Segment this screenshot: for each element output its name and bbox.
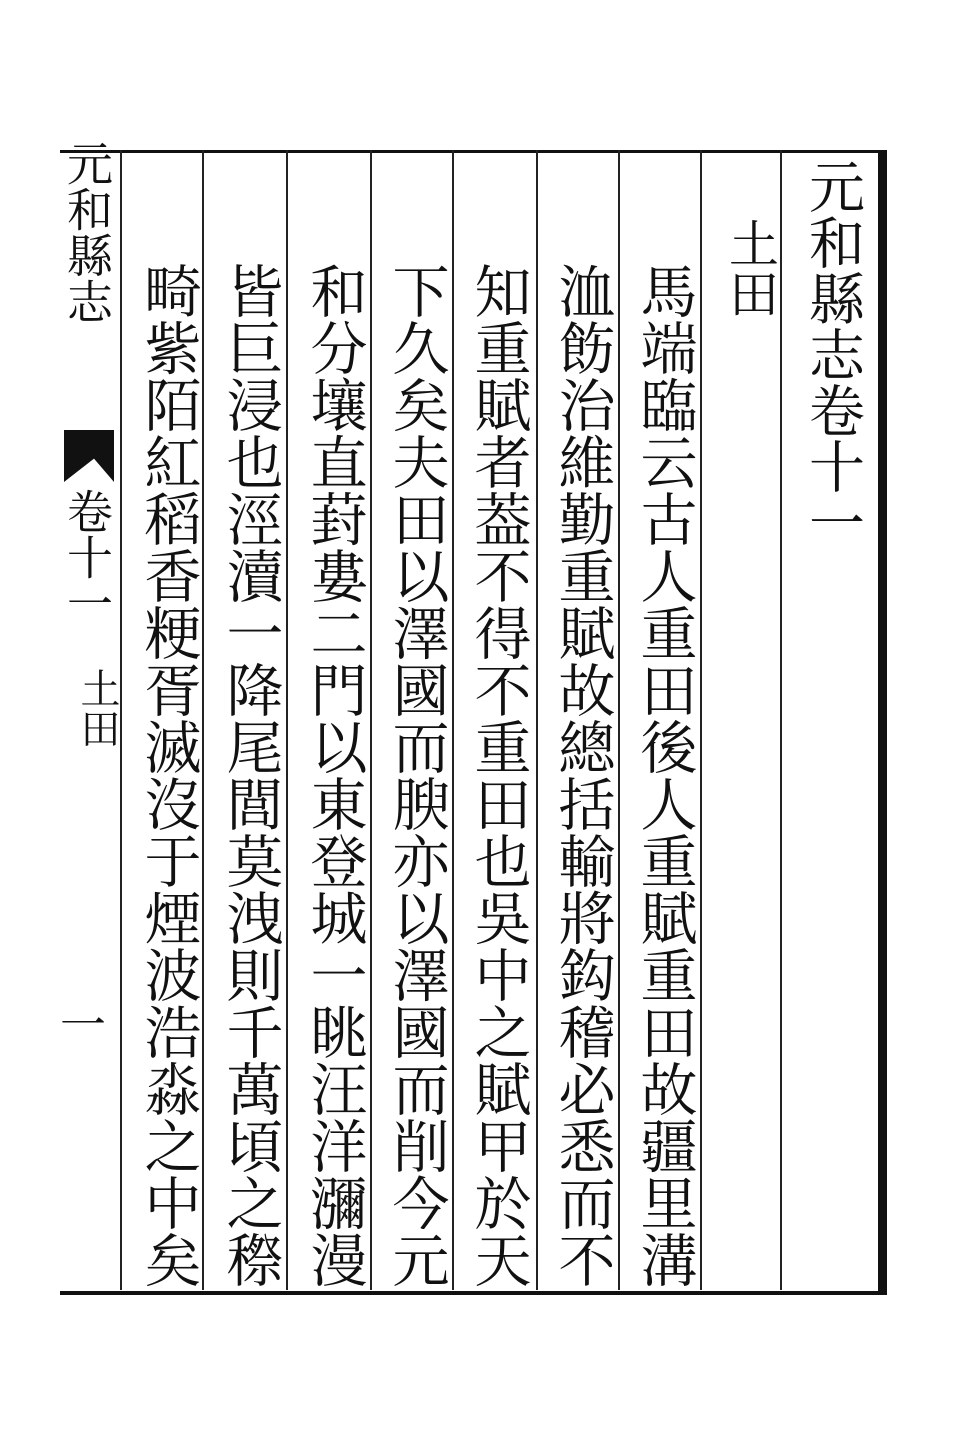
text-column: 馬端臨云古人重田後人重賦重田故疆里溝 [631, 262, 697, 1288]
text-column: 皆巨浸也涇瀆一降尾閭莫洩則千萬頃之穄 [217, 262, 283, 1288]
margin-section: 土田 [74, 668, 120, 748]
text-column: 洫飭治維勤重賦故總括輸將鈎稽必悉而不 [549, 262, 615, 1288]
margin-book-title: 元和縣志 [60, 140, 114, 324]
text-column: 知重賦者葢不得不重田也吳中之賦甲於天 [465, 262, 531, 1288]
leaf-number: 一 [60, 998, 106, 1052]
title-line: 元和縣志卷十一 [800, 158, 865, 550]
text-column: 下久矣夫田以澤國而腴亦以澤國而削今元 [383, 262, 449, 1288]
text-column: 畸紫陌紅稻香粳胥滅沒于煙波浩淼之中矣 [135, 262, 201, 1288]
text-column: 和分壤直葑婁二門以東登城一眺汪洋瀰漫 [301, 262, 367, 1288]
section-heading: 土田 [721, 218, 779, 318]
margin-volume: 卷十一 [60, 488, 114, 626]
column-rule [780, 150, 782, 1290]
